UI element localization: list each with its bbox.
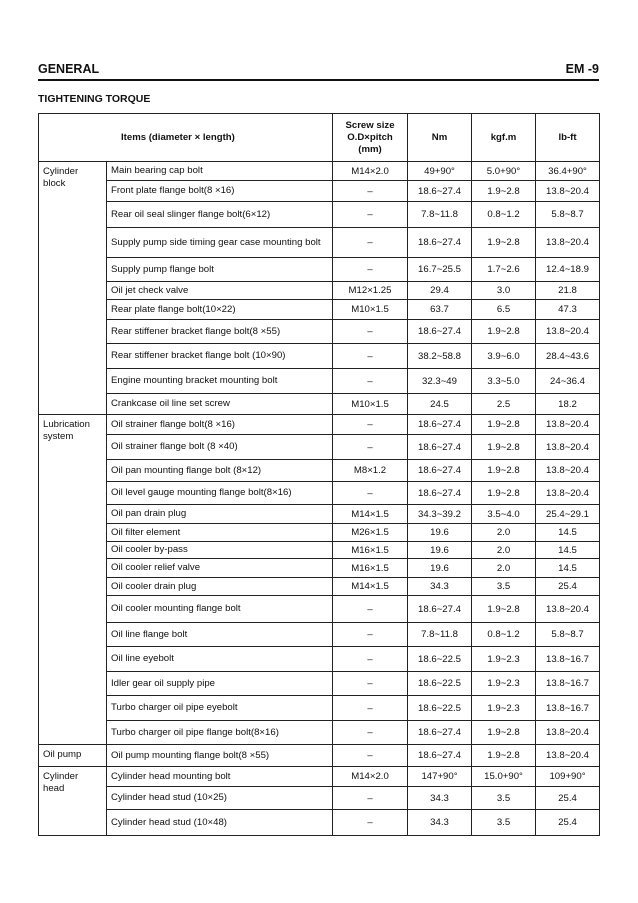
screw-size: –	[333, 181, 408, 202]
header-screw-size	[333, 114, 408, 162]
table-row	[39, 505, 600, 524]
page-number: EM -9	[565, 62, 599, 76]
torque-lbft: 13.8~16.7	[536, 696, 600, 721]
screw-size: –	[333, 415, 408, 435]
table-row	[39, 721, 600, 745]
torque-lbft: 13.8~20.4	[536, 435, 600, 460]
header-kgfm: kgf.m	[472, 114, 536, 162]
torque-lbft: 13.8~20.4	[536, 181, 600, 202]
screw-size: –	[333, 696, 408, 721]
screw-size: –	[333, 228, 408, 258]
item-name: Front plate flange bolt(8 ×16)	[107, 181, 333, 202]
torque-nm: 29.4	[408, 282, 472, 300]
torque-nm: 18.6~27.4	[408, 460, 472, 482]
torque-nm: 32.3~49	[408, 369, 472, 394]
torque-nm: 49+90°	[408, 162, 472, 181]
torque-kgfm: 1.9~2.8	[472, 745, 536, 767]
item-name: Rear stiffener bracket flange bolt (10×90)	[107, 344, 333, 369]
torque-kgfm: 1.7~2.6	[472, 258, 536, 282]
screw-size: M14×1.5	[333, 505, 408, 524]
screw-size: –	[333, 482, 408, 505]
torque-lbft: 13.8~20.4	[536, 745, 600, 767]
item-name: Oil cooler drain plug	[107, 578, 333, 596]
torque-nm: 34.3	[408, 787, 472, 810]
torque-kgfm: 3.5	[472, 787, 536, 810]
screw-size: M12×1.25	[333, 282, 408, 300]
screw-size: M16×1.5	[333, 559, 408, 578]
item-name: Rear stiffener bracket flange bolt(8 ×55)	[107, 320, 333, 344]
table-row	[39, 162, 600, 181]
item-name: Oil pump mounting flange bolt(8 ×55)	[107, 745, 333, 767]
torque-lbft: 13.8~20.4	[536, 415, 600, 435]
table-row	[39, 394, 600, 415]
torque-nm: 18.6~22.5	[408, 672, 472, 696]
table-row	[39, 578, 600, 596]
torque-nm: 18.6~27.4	[408, 721, 472, 745]
torque-lbft: 13.8~20.4	[536, 228, 600, 258]
torque-lbft: 25.4~29.1	[536, 505, 600, 524]
group-name: Cylinder block	[39, 162, 107, 415]
torque-kgfm: 2.0	[472, 542, 536, 559]
torque-lbft: 47.3	[536, 300, 600, 320]
screw-size: M14×1.5	[333, 578, 408, 596]
item-name: Cylinder head stud (10×48)	[107, 810, 333, 836]
table-row	[39, 647, 600, 672]
torque-kgfm: 6.5	[472, 300, 536, 320]
torque-lbft: 13.8~20.4	[536, 482, 600, 505]
torque-kgfm: 1.9~2.8	[472, 596, 536, 623]
screw-size: –	[333, 596, 408, 623]
screw-size: –	[333, 672, 408, 696]
table-row	[39, 460, 600, 482]
torque-lbft: 109+90°	[536, 767, 600, 787]
screw-size: –	[333, 623, 408, 647]
screw-size: –	[333, 810, 408, 836]
torque-lbft: 12.4~18.9	[536, 258, 600, 282]
torque-nm: 63.7	[408, 300, 472, 320]
torque-nm: 34.3	[408, 578, 472, 596]
item-name: Rear plate flange bolt(10×22)	[107, 300, 333, 320]
torque-lbft: 18.2	[536, 394, 600, 415]
torque-table	[38, 113, 600, 836]
item-name: Oil filter element	[107, 524, 333, 542]
torque-lbft: 13.8~20.4	[536, 460, 600, 482]
table-row	[39, 745, 600, 767]
table-row	[39, 435, 600, 460]
item-name: Rear oil seal slinger flange bolt(6×12)	[107, 202, 333, 228]
item-name: Oil jet check valve	[107, 282, 333, 300]
torque-kgfm: 3.9~6.0	[472, 344, 536, 369]
table-row	[39, 787, 600, 810]
torque-nm: 19.6	[408, 542, 472, 559]
item-name: Oil pan mounting flange bolt (8×12)	[107, 460, 333, 482]
table-row	[39, 181, 600, 202]
screw-size: M8×1.2	[333, 460, 408, 482]
table-row	[39, 344, 600, 369]
torque-kgfm: 3.0	[472, 282, 536, 300]
torque-nm: 19.6	[408, 524, 472, 542]
torque-lbft: 24~36.4	[536, 369, 600, 394]
item-name: Main bearing cap bolt	[107, 162, 333, 181]
item-name: Idler gear oil supply pipe	[107, 672, 333, 696]
table-row	[39, 258, 600, 282]
group-name: Lubrication system	[39, 415, 107, 745]
item-name: Cylinder head mounting bolt	[107, 767, 333, 787]
torque-kgfm: 5.0+90°	[472, 162, 536, 181]
torque-kgfm: 0.8~1.2	[472, 202, 536, 228]
torque-kgfm: 1.9~2.8	[472, 721, 536, 745]
table-row	[39, 415, 600, 435]
torque-kgfm: 1.9~2.8	[472, 435, 536, 460]
table-row	[39, 202, 600, 228]
table-row	[39, 672, 600, 696]
torque-kgfm: 1.9~2.3	[472, 696, 536, 721]
item-name: Oil cooler relief valve	[107, 559, 333, 578]
table-row	[39, 282, 600, 300]
item-name: Oil line eyebolt	[107, 647, 333, 672]
table-row	[39, 623, 600, 647]
table-row	[39, 524, 600, 542]
torque-kgfm: 2.5	[472, 394, 536, 415]
screw-size: –	[333, 435, 408, 460]
screw-size: –	[333, 320, 408, 344]
torque-nm: 16.7~25.5	[408, 258, 472, 282]
item-name: Oil cooler by-pass	[107, 542, 333, 559]
header-nm: Nm	[408, 114, 472, 162]
torque-lbft: 5.8~8.7	[536, 623, 600, 647]
torque-nm: 147+90°	[408, 767, 472, 787]
screw-size: –	[333, 202, 408, 228]
torque-nm: 18.6~27.4	[408, 181, 472, 202]
torque-lbft: 13.8~20.4	[536, 596, 600, 623]
torque-kgfm: 0.8~1.2	[472, 623, 536, 647]
torque-nm: 18.6~27.4	[408, 320, 472, 344]
item-name: Oil strainer flange bolt(8 ×16)	[107, 415, 333, 435]
torque-kgfm: 1.9~2.8	[472, 228, 536, 258]
item-name: Oil cooler mounting flange bolt	[107, 596, 333, 623]
torque-lbft: 5.8~8.7	[536, 202, 600, 228]
screw-size: –	[333, 369, 408, 394]
torque-lbft: 13.8~20.4	[536, 320, 600, 344]
torque-nm: 34.3	[408, 810, 472, 836]
item-name: Turbo charger oil pipe flange bolt(8×16)	[107, 721, 333, 745]
torque-nm: 18.6~27.4	[408, 415, 472, 435]
header-rule	[38, 79, 599, 81]
torque-lbft: 14.5	[536, 542, 600, 559]
header-screw-line3: (mm)	[358, 143, 382, 155]
torque-kgfm: 1.9~2.8	[472, 415, 536, 435]
torque-nm: 38.2~58.8	[408, 344, 472, 369]
table-row	[39, 482, 600, 505]
header-screw-line2: O.D×pitch	[347, 131, 393, 143]
torque-nm: 24.5	[408, 394, 472, 415]
screw-size: M10×1.5	[333, 394, 408, 415]
item-name: Oil line flange bolt	[107, 623, 333, 647]
torque-kgfm: 3.5~4.0	[472, 505, 536, 524]
torque-lbft: 36.4+90°	[536, 162, 600, 181]
table-header-row	[39, 114, 600, 162]
screw-size: –	[333, 721, 408, 745]
screw-size: M14×2.0	[333, 767, 408, 787]
item-name: Supply pump side timing gear case mounting bolt	[107, 228, 333, 258]
torque-lbft: 25.4	[536, 578, 600, 596]
torque-kgfm: 3.5	[472, 810, 536, 836]
screw-size: M10×1.5	[333, 300, 408, 320]
screw-size: –	[333, 787, 408, 810]
torque-lbft: 13.8~16.7	[536, 647, 600, 672]
torque-nm: 18.6~27.4	[408, 435, 472, 460]
table-row	[39, 369, 600, 394]
table-row	[39, 810, 600, 836]
torque-kgfm: 1.9~2.8	[472, 460, 536, 482]
screw-size: –	[333, 344, 408, 369]
torque-nm: 18.6~27.4	[408, 745, 472, 767]
torque-kgfm: 3.5	[472, 578, 536, 596]
item-name: Engine mounting bracket mounting bolt	[107, 369, 333, 394]
item-name: Crankcase oil line set screw	[107, 394, 333, 415]
screw-size: M26×1.5	[333, 524, 408, 542]
torque-lbft: 25.4	[536, 810, 600, 836]
torque-nm: 18.6~22.5	[408, 696, 472, 721]
torque-kgfm: 1.9~2.8	[472, 320, 536, 344]
torque-lbft: 25.4	[536, 787, 600, 810]
group-name: Cylinder head	[39, 767, 107, 836]
table-row	[39, 559, 600, 578]
torque-kgfm: 1.9~2.8	[472, 482, 536, 505]
item-name: Oil strainer flange bolt (8 ×40)	[107, 435, 333, 460]
torque-kgfm: 1.9~2.8	[472, 181, 536, 202]
torque-nm: 18.6~22.5	[408, 647, 472, 672]
torque-kgfm: 2.0	[472, 524, 536, 542]
item-name: Oil level gauge mounting flange bolt(8×16)	[107, 482, 333, 505]
torque-lbft: 14.5	[536, 559, 600, 578]
table-body	[39, 162, 600, 836]
header-items: Items (diameter × length)	[39, 114, 333, 162]
section-name: GENERAL	[38, 62, 100, 76]
screw-size: –	[333, 647, 408, 672]
torque-lbft: 28.4~43.6	[536, 344, 600, 369]
table-row	[39, 228, 600, 258]
screw-size: –	[333, 258, 408, 282]
table-row	[39, 596, 600, 623]
table-row	[39, 320, 600, 344]
screw-size: M16×1.5	[333, 542, 408, 559]
group-name: Oil pump	[39, 745, 107, 767]
item-name: Oil pan drain plug	[107, 505, 333, 524]
table-title: TIGHTENING TORQUE	[38, 93, 151, 105]
header-screw-line1: Screw size	[345, 119, 395, 131]
torque-nm: 7.8~11.8	[408, 202, 472, 228]
table-row	[39, 696, 600, 721]
torque-nm: 34.3~39.2	[408, 505, 472, 524]
table-row	[39, 542, 600, 559]
torque-nm: 19.6	[408, 559, 472, 578]
table-row	[39, 300, 600, 320]
torque-kgfm: 15.0+90°	[472, 767, 536, 787]
torque-lbft: 14.5	[536, 524, 600, 542]
table-row	[39, 767, 600, 787]
torque-kgfm: 3.3~5.0	[472, 369, 536, 394]
header-lbft: lb-ft	[536, 114, 600, 162]
torque-nm: 18.6~27.4	[408, 482, 472, 505]
torque-kgfm: 1.9~2.3	[472, 647, 536, 672]
screw-size: M14×2.0	[333, 162, 408, 181]
torque-lbft: 13.8~16.7	[536, 672, 600, 696]
torque-kgfm: 2.0	[472, 559, 536, 578]
torque-lbft: 13.8~20.4	[536, 721, 600, 745]
torque-nm: 18.6~27.4	[408, 228, 472, 258]
torque-lbft: 21.8	[536, 282, 600, 300]
torque-nm: 18.6~27.4	[408, 596, 472, 623]
screw-size: –	[333, 745, 408, 767]
torque-kgfm: 1.9~2.3	[472, 672, 536, 696]
item-name: Cylinder head stud (10×25)	[107, 787, 333, 810]
item-name: Turbo charger oil pipe eyebolt	[107, 696, 333, 721]
item-name: Supply pump flange bolt	[107, 258, 333, 282]
torque-nm: 7.8~11.8	[408, 623, 472, 647]
